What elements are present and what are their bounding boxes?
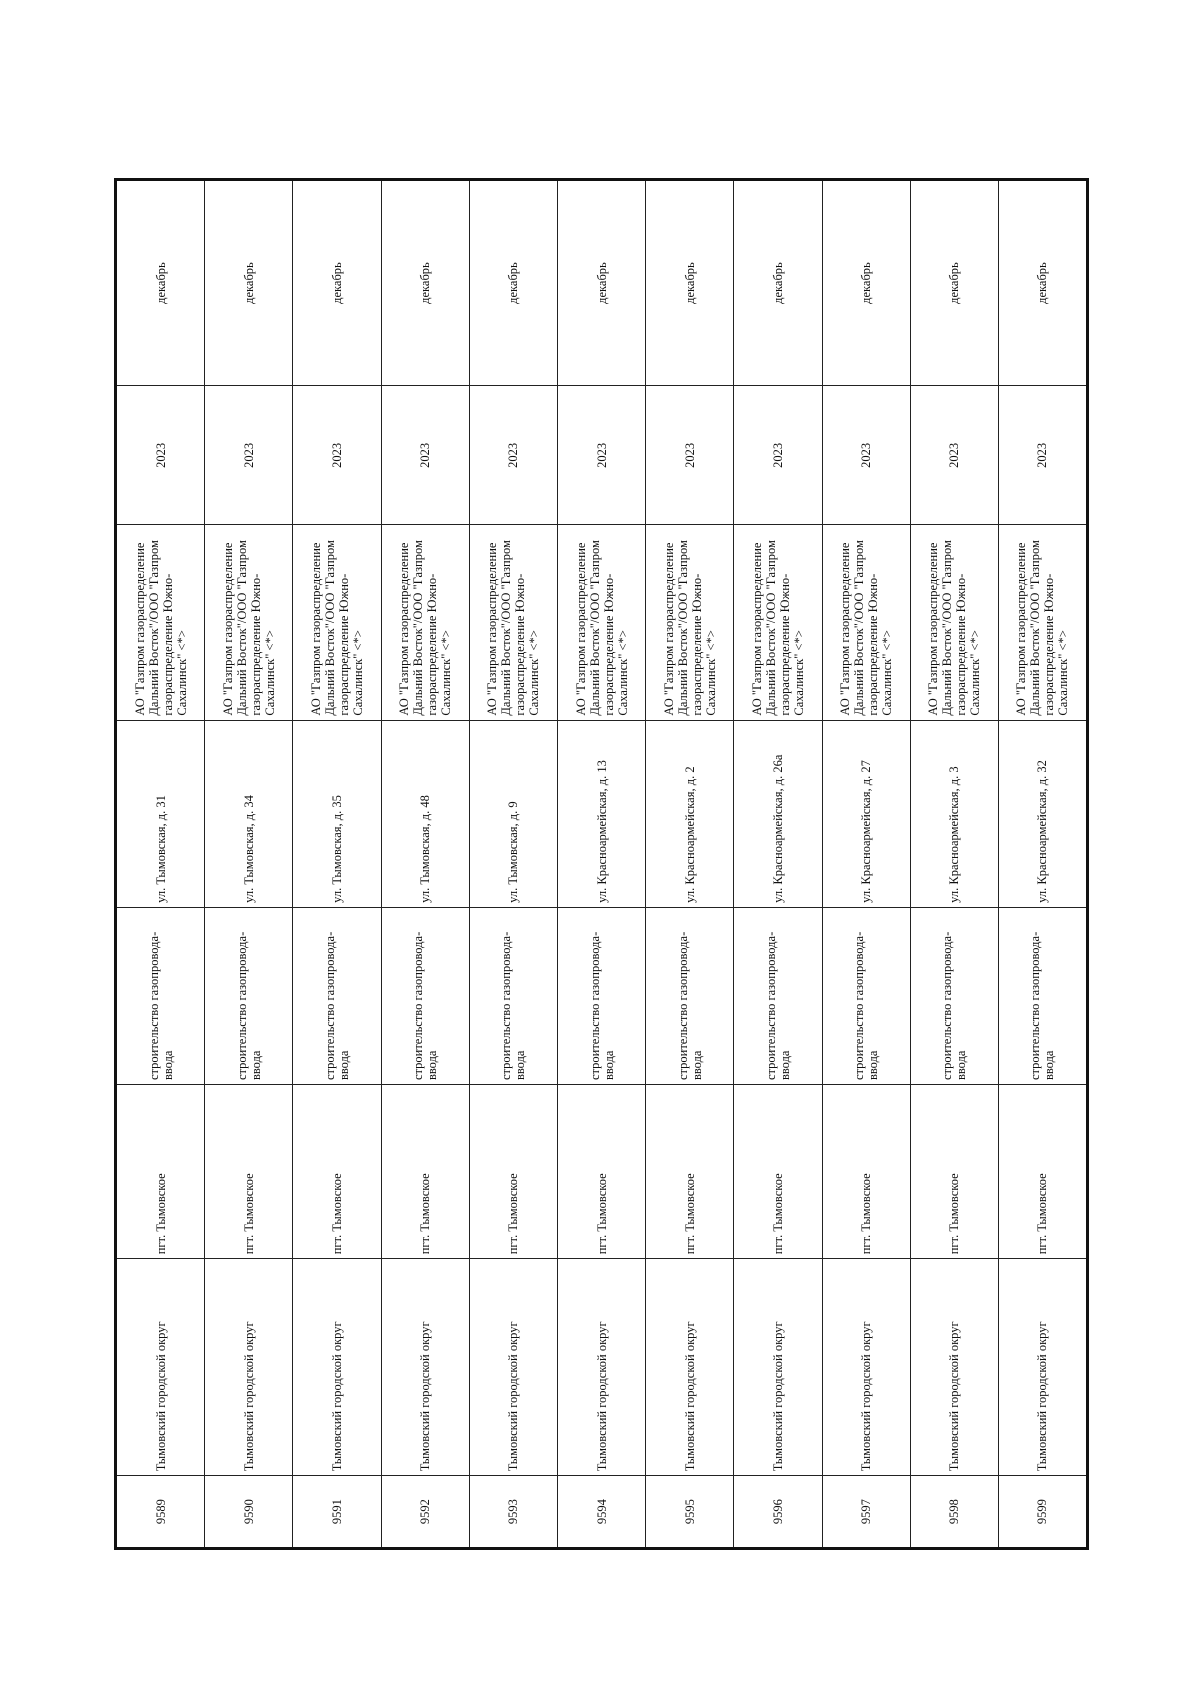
settlement-cell [117,1084,204,1258]
year-text: 2023 [947,442,962,468]
organization-cell [911,525,998,720]
district-text: Тымовский городской округ [241,1321,256,1472]
organization-text: АО "Газпром газораспределение Дальний Восток"/ООО "Газпром газораспределение Южно-Сахалинск" <*> [308,540,365,716]
month-text: декабрь [418,262,433,304]
organization-cell [293,525,380,720]
work-type-cell [470,907,557,1084]
work-type-cell [293,907,380,1084]
settlement-text: пгт. Тымовское [506,1173,521,1255]
organization-text: АО "Газпром газораспределение Дальний Восток"/ООО "Газпром газораспределение Южно-Сахалинск" <*> [838,540,895,716]
settlement-cell [646,1084,733,1258]
organization-cell [205,525,292,720]
work-type-text: строительство газопровода-ввода [322,931,351,1081]
year-cell [999,385,1086,524]
month-text: декабрь [329,262,344,304]
settlement-text: пгт. Тымовское [1035,1173,1050,1255]
settlement-cell [470,1084,557,1258]
year-text: 2023 [682,442,697,468]
settlement-cell [734,1084,821,1258]
organization-text: АО "Газпром газораспределение Дальний Восток"/ООО "Газпром газораспределение Южно-Сахалинск" <*> [573,540,630,716]
district-cell [911,1258,998,1475]
settlement-cell [205,1084,292,1258]
row-number-text: 9594 [594,1499,609,1525]
work-type-cell [823,907,910,1084]
address-text: ул. Тымовская, д. 9 [506,801,521,903]
year-text: 2023 [594,442,609,468]
work-type-text: строительство газопровода-ввода [587,931,616,1081]
district-text: Тымовский городской округ [1035,1321,1050,1472]
work-type-cell [911,907,998,1084]
month-text: декабрь [682,262,697,304]
district-text: Тымовский городской округ [594,1321,609,1472]
settlement-text: пгт. Тымовское [770,1173,785,1255]
year-cell [205,385,292,524]
gas-pipeline-schedule-table [114,178,1089,1550]
month-cell [293,181,380,385]
month-text: декабрь [594,262,609,304]
address-text: ул. Красноармейская, д. 3 [947,766,962,903]
month-text: декабрь [947,262,962,304]
row-number-text: 9592 [418,1499,433,1525]
settlement-cell [293,1084,380,1258]
month-cell [382,181,469,385]
organization-cell [382,525,469,720]
table-row [205,181,293,1547]
row-number-text: 9599 [1035,1499,1050,1525]
address-cell [117,720,204,907]
year-cell [293,385,380,524]
district-text: Тымовский городской округ [506,1321,521,1472]
year-text: 2023 [153,442,168,468]
table-row [911,181,999,1547]
work-type-cell [734,907,821,1084]
table-row [293,181,381,1547]
organization-cell [999,525,1086,720]
address-text: ул. Тымовская, д. 35 [329,795,344,903]
work-type-text: строительство газопровода-ввода [852,931,881,1081]
organization-text: АО "Газпром газораспределение Дальний Восток"/ООО "Газпром газораспределение Южно-Сахалинск" <*> [749,540,806,716]
district-cell [999,1258,1086,1475]
row-number-cell [734,1475,821,1547]
district-cell [205,1258,292,1475]
month-cell [734,181,821,385]
year-cell [117,385,204,524]
row-number-cell [558,1475,645,1547]
row-number-text: 9590 [241,1499,256,1525]
work-type-cell [999,907,1086,1084]
row-number-cell [646,1475,733,1547]
row-number-cell [470,1475,557,1547]
work-type-text: строительство газопровода-ввода [146,931,175,1081]
work-type-text: строительство газопровода-ввода [675,931,704,1081]
work-type-cell [117,907,204,1084]
organization-cell [470,525,557,720]
year-text: 2023 [418,442,433,468]
month-text: декабрь [1035,262,1050,304]
organization-text: АО "Газпром газораспределение Дальний Восток"/ООО "Газпром газораспределение Южно-Сахалинск" <*> [1014,540,1071,716]
year-cell [911,385,998,524]
table-row [117,181,205,1547]
organization-cell [823,525,910,720]
district-text: Тымовский городской округ [329,1321,344,1472]
district-cell [558,1258,645,1475]
address-text: ул. Красноармейская, д. 13 [594,760,609,903]
district-text: Тымовский городской округ [153,1321,168,1472]
settlement-text: пгт. Тымовское [329,1173,344,1255]
district-cell [823,1258,910,1475]
month-cell [558,181,645,385]
address-cell [205,720,292,907]
row-number-cell [117,1475,204,1547]
district-cell [117,1258,204,1475]
row-number-cell [382,1475,469,1547]
organization-cell [558,525,645,720]
year-cell [470,385,557,524]
address-text: ул. Тымовская, д. 31 [153,795,168,903]
month-text: декабрь [770,262,785,304]
row-number-text: 9595 [682,1499,697,1525]
month-cell [911,181,998,385]
month-text: декабрь [506,262,521,304]
table-row [646,181,734,1547]
year-text: 2023 [329,442,344,468]
organization-text: АО "Газпром газораспределение Дальний Восток"/ООО "Газпром газораспределение Южно-Сахалинск" <*> [397,540,454,716]
organization-text: АО "Газпром газораспределение Дальний Восток"/ООО "Газпром газораспределение Южно-Сахалинск" <*> [926,540,983,716]
year-cell [734,385,821,524]
year-text: 2023 [770,442,785,468]
settlement-text: пгт. Тымовское [418,1173,433,1255]
address-text: ул. Красноармейская, д. 27 [859,760,874,903]
address-cell [999,720,1086,907]
table-row [734,181,822,1547]
row-number-text: 9591 [329,1499,344,1525]
row-number-cell [911,1475,998,1547]
table-row [558,181,646,1547]
work-type-cell [205,907,292,1084]
row-number-text: 9597 [859,1499,874,1525]
row-number-cell [293,1475,380,1547]
organization-cell [734,525,821,720]
address-cell [646,720,733,907]
organization-text: АО "Газпром газораспределение Дальний Восток"/ООО "Газпром газораспределение Южно-Сахалинск" <*> [485,540,542,716]
year-text: 2023 [241,442,256,468]
organization-text: АО "Газпром газораспределение Дальний Восток"/ООО "Газпром газораспределение Южно-Сахалинск" <*> [132,540,189,716]
year-text: 2023 [1035,442,1050,468]
address-text: ул. Тымовская, д. 48 [418,795,433,903]
work-type-text: строительство газопровода-ввода [940,931,969,1081]
month-cell [823,181,910,385]
district-text: Тымовский городской округ [682,1321,697,1472]
month-cell [646,181,733,385]
work-type-text: строительство газопровода-ввода [1028,931,1057,1081]
year-cell [823,385,910,524]
table-row [999,181,1086,1547]
settlement-text: пгт. Тымовское [859,1173,874,1255]
row-number-cell [999,1475,1086,1547]
address-text: ул. Красноармейская, д. 2 [682,766,697,903]
month-cell [205,181,292,385]
year-cell [646,385,733,524]
work-type-cell [646,907,733,1084]
settlement-cell [382,1084,469,1258]
row-number-text: 9598 [947,1499,962,1525]
organization-cell [646,525,733,720]
settlement-cell [999,1084,1086,1258]
settlement-text: пгт. Тымовское [594,1173,609,1255]
work-type-cell [382,907,469,1084]
table-row [470,181,558,1547]
row-number-text: 9589 [153,1499,168,1525]
month-text: декабрь [153,262,168,304]
address-text: ул. Красноармейская, д. 32 [1035,760,1050,903]
district-text: Тымовский городской округ [770,1321,785,1472]
organization-cell [117,525,204,720]
year-cell [382,385,469,524]
table-row [382,181,470,1547]
address-cell [382,720,469,907]
district-cell [734,1258,821,1475]
settlement-text: пгт. Тымовское [241,1173,256,1255]
settlement-cell [911,1084,998,1258]
settlement-text: пгт. Тымовское [682,1173,697,1255]
district-text: Тымовский городской округ [418,1321,433,1472]
district-cell [646,1258,733,1475]
work-type-text: строительство газопровода-ввода [411,931,440,1081]
row-number-text: 9596 [770,1499,785,1525]
settlement-text: пгт. Тымовское [153,1173,168,1255]
settlement-text: пгт. Тымовское [947,1173,962,1255]
settlement-cell [823,1084,910,1258]
year-text: 2023 [506,442,521,468]
address-cell [293,720,380,907]
month-text: декабрь [241,262,256,304]
month-cell [117,181,204,385]
row-number-text: 9593 [506,1499,521,1525]
district-cell [470,1258,557,1475]
address-text: ул. Тымовская, д. 34 [241,795,256,903]
address-cell [470,720,557,907]
row-number-cell [823,1475,910,1547]
district-text: Тымовский городской округ [859,1321,874,1472]
address-cell [558,720,645,907]
work-type-text: строительство газопровода-ввода [234,931,263,1081]
row-number-cell [205,1475,292,1547]
year-text: 2023 [859,442,874,468]
month-cell [470,181,557,385]
work-type-text: строительство газопровода-ввода [763,931,792,1081]
district-cell [293,1258,380,1475]
month-cell [999,181,1086,385]
settlement-cell [558,1084,645,1258]
address-cell [823,720,910,907]
year-cell [558,385,645,524]
organization-text: АО "Газпром газораспределение Дальний Восток"/ООО "Газпром газораспределение Южно-Сахалинск" <*> [220,540,277,716]
work-type-cell [558,907,645,1084]
address-cell [911,720,998,907]
work-type-text: строительство газопровода-ввода [499,931,528,1081]
address-cell [734,720,821,907]
organization-text: АО "Газпром газораспределение Дальний Восток"/ООО "Газпром газораспределение Южно-Сахалинск" <*> [661,540,718,716]
address-text: ул. Красноармейская, д. 26а [770,754,785,903]
table-row [823,181,911,1547]
month-text: декабрь [859,262,874,304]
district-cell [382,1258,469,1475]
district-text: Тымовский городской округ [947,1321,962,1472]
